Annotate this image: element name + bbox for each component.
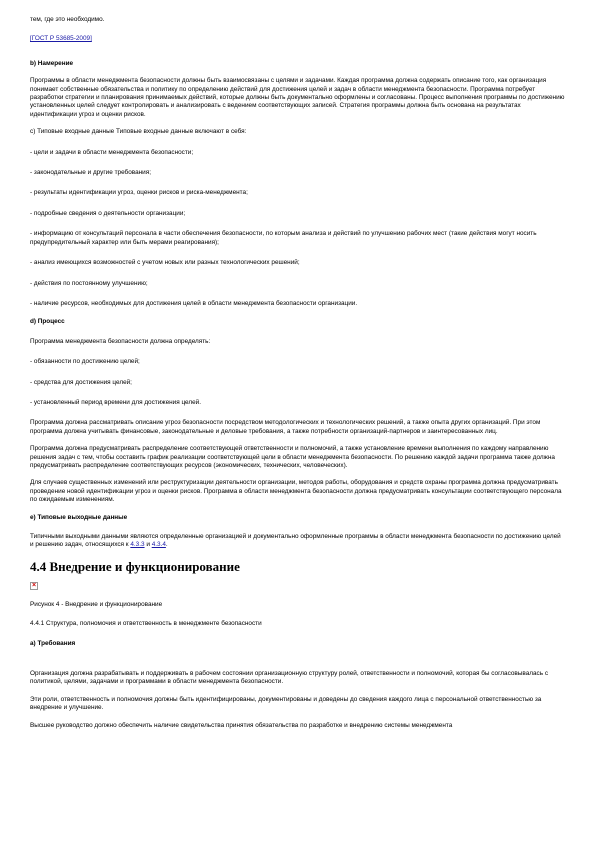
clause-link-4-3-3[interactable]: 4.3.3 (130, 541, 145, 549)
list-item: - установленный период времени для достижения целей. (30, 398, 202, 406)
list-item: - средства для достижения целей; (30, 378, 132, 386)
section-c-intro: c) Типовые входные данные Типовые входные данные включают в себя: (30, 128, 247, 136)
section-e-paragraph (30, 533, 565, 550)
section-b-paragraph: Программы в области менеджмента безопасности должны быть взаимосвязаны с целями и задачами. Каждая программа должна содержать описание того, как организация понимает собственные обязательства и политику по определению действий для достижения целей и задач в области менеджмента безопасности. Программа потребует разработки стратегии и планирования принимаемых действий, которые должны быть документально оформлены и согласованы. Процесс выполнения программы по достижению установленных целей следует контролировать и анализировать с ведением соответствующих записей. Стратегия программы должна быть основана на результатах идентификации угроз и оценки рисков. (30, 77, 565, 118)
document-body (30, 16, 565, 739)
requirements-paragraph-3: Высшее руководство должно обеспечить наличие свидетельства принятия обязательства по разработке и внедрению системы менеджмента (30, 721, 453, 729)
requirements-paragraph-1: Организация должна разрабатывать и поддерживать в рабочем состоянии организационную структуру ролей, ответственности и полномочий, которая бы согласовывалась с политикой, целями, задачами и программами в области менеджмента безопасности. (30, 670, 549, 686)
broken-image-icon: × (31, 581, 37, 589)
subsection-heading-4-4-1: 4.4.1 Структура, полномочия и ответственность в менеджменте безопасности (30, 620, 262, 628)
section-b-title: b) Намерение (30, 59, 74, 67)
list-item: - анализ имеющихся возможностей с учетом новых или разных технологических решений; (30, 259, 300, 267)
section-heading-4-4: 4.4 Внедрение и функционирование (30, 558, 240, 574)
list-item: - цели и задачи в области менеджмента безопасности; (30, 148, 194, 156)
section-e-title: e) Типовые выходные данные (30, 513, 128, 521)
list-item: - подробные сведения о деятельности организации; (30, 209, 186, 217)
gost-link[interactable]: [ГОСТ Р 53685-2009] (30, 35, 92, 43)
list-item: - результаты идентификации угроз, оценки рисков и риска-менеджмента; (30, 189, 248, 197)
clause-link-4-3-4[interactable]: 4.3.4 (151, 541, 166, 549)
section-d-paragraph-2: Программа должна предусматривать распределение соответствующей ответственности и полномочий, а также установление времени выполнения по каждому направлению решения задач с тем, чтобы составить график реализации соответствующей цели в области менеджмента безопасности. По решению каждой задачи программа также должна предусматривать распределение соответствующих ресурсов (экономических, технических, человеческих). (30, 445, 555, 469)
figure-caption: Рисунок 4 - Внедрение и функционирование (30, 600, 163, 608)
requirements-paragraph-2: Эти роли, ответственность и полномочия должны быть идентифицированы, документированы и доведены до сведения каждого лица с персональной ответственностью за внедрение и улучшение. (30, 695, 542, 712)
section-e-text-end: . (165, 541, 168, 549)
list-item: - информацию от консультаций персонала в части обеспечения безопасности, по которым анализа и действий по улучшению рабочих мест (такие действия могут носить предупредительный характер или быть мерами реагирования); (30, 230, 537, 246)
list-item: - действия по постоянному улучшению; (30, 279, 148, 287)
gost-reference-link[interactable] (30, 35, 565, 43)
requirements-title: а) Требования (30, 639, 76, 647)
section-e-text-mid: и (144, 541, 152, 549)
section-d-paragraph-3: Для случаев существенных изменений или реструктуризации деятельности организации, методов работы, оборудования и средств охраны программа должна предусматривать проведение новой идентификации угроз и оценки рисков. Программа в области менеджмента безопасности должна предусматривать консультации соответствующего персонала по ожидаемым изменениям. (30, 479, 562, 504)
section-d-paragraph-1: Программа должна рассматривать описание угроз безопасности посредством методологических и технологических решений, а также опыта других организаций. При этом программа должна учитывать финансовые, законодательные и деловые требования, а также потребности организаций-партнеров и заинтересованных лиц. (30, 419, 541, 435)
list-item: - наличие ресурсов, необходимых для достижения целей в области менеджмента безопасности организации. (30, 299, 358, 307)
list-item: - законодательные и другие требования; (30, 169, 151, 177)
list-item: - обязанности по достижению целей; (30, 358, 140, 366)
section-e-text: Типичными выходными данными являются определенные организацией и документально оформленные программы в области менеджмента безопасности по достижению целей и решению задач, относящихся к (30, 533, 561, 549)
section-d-intro: Программа менеджмента безопасности должна определять: (30, 337, 211, 345)
section-d-title: d) Процесс (30, 318, 65, 326)
continuation-text: тем, где это необходимо. (30, 16, 105, 23)
